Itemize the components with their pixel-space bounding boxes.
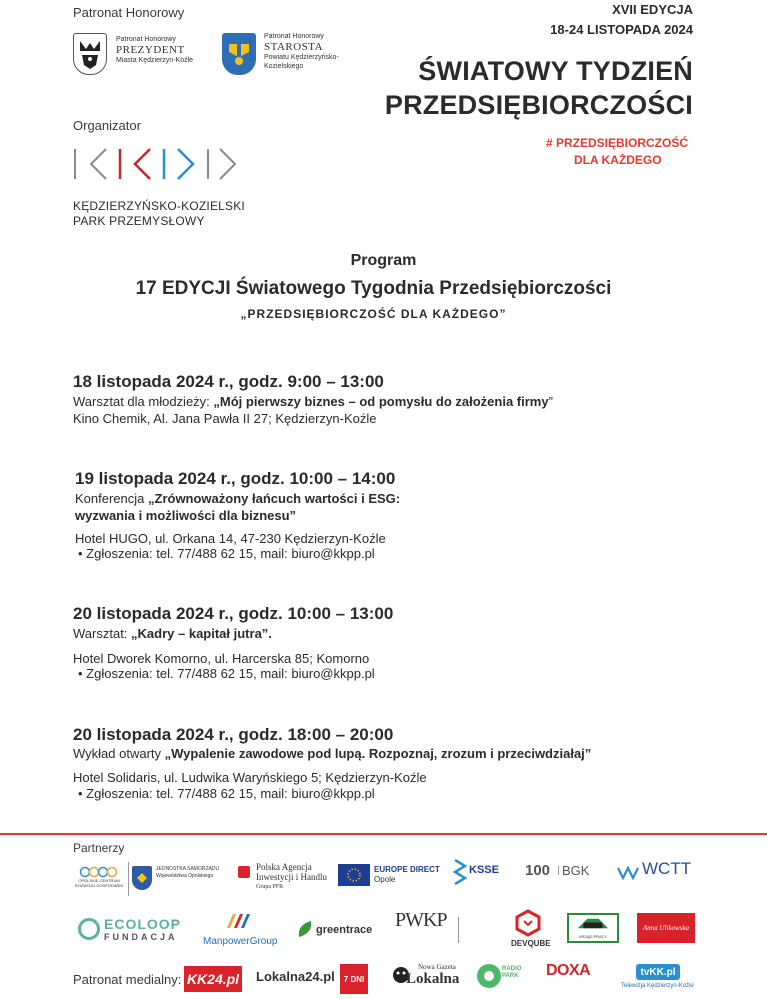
event-1-date: 18 listopada 2024 r., godz. 9:00 – 13:00	[73, 372, 384, 391]
manpower-text: ManpowerGroup	[203, 936, 278, 947]
event-2-type: Konferencja	[75, 491, 148, 506]
europe-direct-text	[374, 865, 440, 885]
event-1-place: Kino Chemik, Al. Jana Pawła II 27; Kędzierzyn-Koźle	[73, 411, 377, 426]
event-2-place: Hotel HUGO, ul. Orkana 14, 47-230 Kędzierzyn-Koźle	[75, 531, 386, 546]
opolskie-centrum-text: OPOLSKIE CENTRUM ROZWOJU GOSPODARKI	[74, 878, 124, 888]
kkpp-logo-icon	[70, 145, 240, 190]
organizer-name	[73, 199, 245, 229]
eu-flag-icon	[338, 864, 370, 886]
program-label: Program	[350, 252, 417, 269]
event-3-type: Warsztat:	[73, 626, 132, 641]
page-title-line1: ŚWIATOWY TYDZIEŃ	[418, 56, 693, 86]
program-subtitle: „PRZEDSIĘBIORCZOŚĆ DLA KAŻDEGO”	[240, 307, 507, 321]
patron-president-title: PREZYDENT	[116, 44, 185, 56]
hashtag-line1: # PRZEDSIĘBIORCZOŚĆ	[546, 136, 689, 150]
ksse-icon	[453, 858, 467, 888]
lokalna24-logo: Lokalna24.pl	[256, 969, 335, 984]
kedzierzyn-crest-icon	[73, 33, 107, 75]
bgk-text: BGK	[558, 866, 589, 875]
7dni-logo: 7 DNI	[340, 964, 368, 994]
pwkp-divider	[458, 917, 488, 943]
event-1-description	[73, 393, 553, 410]
patron-starosta-title: STAROSTA	[264, 41, 324, 53]
event-2-name-line2: wyzwania i możliwości dla biznesu”	[75, 508, 297, 523]
patronat-label: Patronat Honorowy	[73, 5, 185, 20]
powiat-crest-icon	[222, 33, 256, 75]
nowa-gazeta-text	[406, 963, 459, 987]
media-label: Patronat medialny:	[73, 972, 182, 987]
jst-line2: Województwa Opolskiego	[156, 873, 214, 879]
event-2-description	[75, 490, 400, 507]
radio-park-icon	[476, 963, 502, 989]
event-1-name: „Mój pierwszy biznes – od pomysłu do założenia firmy	[213, 394, 549, 409]
organizer-name-line2: PARK PRZEMYSŁOWY	[73, 214, 205, 228]
ecoloop-icon	[78, 918, 100, 940]
radio-park-text	[502, 966, 521, 980]
event-2-date: 19 listopada 2024 r., godz. 10:00 – 14:00	[75, 469, 396, 488]
paih-text	[256, 862, 327, 892]
event-3-date: 20 listopada 2024 r., godz. 10:00 – 13:00	[73, 604, 394, 623]
opolskie-crest-icon	[132, 866, 152, 890]
event-4-date: 20 listopada 2024 r., godz. 18:00 – 20:00	[73, 725, 394, 744]
event-3-place: Hotel Dworek Komorno, ul. Harcerska 85; Komorno	[73, 651, 370, 666]
europe-direct-line2: Opole	[374, 875, 396, 884]
kk24-logo: KK24.pl	[184, 966, 242, 992]
hashtag-line2: DLA KAŻDEGO	[574, 153, 662, 167]
ulikowska-logo: Anna Ulikowska	[637, 913, 695, 943]
pwkp-text: PWKP	[395, 909, 447, 931]
wctt-text: WCTT	[642, 859, 692, 878]
ecoloop-line1: ECOLOOP	[104, 916, 182, 932]
event-2-contact: • Zgłoszenia: tel. 77/488 62 15, mail: biuro@kkpp.pl	[78, 546, 375, 561]
tvkk-logo: tvKK.pl	[636, 964, 680, 980]
urzad-pracy-logo	[567, 913, 619, 943]
paih-line2: Inwestycji i Handlu	[256, 872, 327, 882]
event-1-name-end: ”	[548, 394, 553, 409]
ecoloop-line2: FUNDACJA	[104, 932, 178, 942]
decorative-ring	[570, 358, 767, 790]
patron-starosta-line3: Powiatu Kędzierzyńsko-	[264, 54, 339, 61]
greentrace-text: greentrace	[316, 924, 373, 936]
greentrace-icon	[296, 919, 314, 939]
event-3-contact: • Zgłoszenia: tel. 77/488 62 15, mail: biuro@kkpp.pl	[78, 666, 375, 681]
paih-line3: Grupa PFR	[256, 884, 284, 890]
patron-president-text	[116, 35, 193, 65]
patron-starosta-line4: Kozielskiego	[264, 63, 304, 70]
doxa-logo: DOXA	[546, 962, 591, 979]
event-1-type: Warsztat dla młodzieży:	[73, 394, 214, 409]
paih-line1: Polska Agencja	[256, 862, 312, 872]
edition-label: XVII EDYCJA	[612, 2, 693, 17]
event-3-name: „Kadry – kapitał jutra”.	[131, 626, 272, 641]
opolskie-centrum-logo	[73, 864, 125, 890]
page-title-line2: PRZEDSIĘBIORCZOŚCI	[384, 90, 693, 120]
urzad-pracy-text: URZĄD PRACY	[578, 934, 608, 939]
partner-divider	[128, 862, 129, 896]
europe-direct-line1: EUROPE DIRECT	[374, 865, 440, 874]
page-title	[385, 54, 693, 122]
patron-starosta-line1: Patronat Honorowy	[264, 33, 324, 40]
paih-icon	[238, 866, 250, 878]
wctt-icon	[617, 866, 641, 880]
nowa-gazeta-line1: Nowa Gazeta	[418, 963, 456, 971]
manpower-icon	[225, 910, 251, 932]
event-2-name: „Zrównoważony łańcuch wartości i ESG:	[148, 491, 401, 506]
jst-line1: JEDNOSTKA SAMORZĄDU	[156, 866, 220, 872]
devqube-text: DEVQUBE	[511, 939, 551, 948]
ksse-text: KSSE	[469, 864, 499, 876]
event-4-name: „Wypalenie zawodowe pod lupą. Rozpoznaj, zrozum i przeciwdziałaj”	[164, 746, 592, 761]
patron-starosta-text	[264, 32, 339, 71]
radio-park-line1: RADIO	[502, 966, 522, 972]
radio-park-line2: PARK	[502, 973, 519, 979]
event-4-contact: • Zgłoszenia: tel. 77/488 62 15, mail: biuro@kkpp.pl	[78, 786, 375, 801]
event-4-type: Wykład otwarty	[73, 746, 165, 761]
partners-label: Partnerzy	[73, 841, 125, 855]
ecoloop-text	[104, 918, 181, 944]
patron-president-line1: Patronat Honorowy	[116, 36, 176, 43]
tvkk-caption: Telewizja Kędzierzyn-Koźle	[621, 983, 694, 989]
nowa-gazeta-line2: Lokalna	[406, 971, 460, 987]
event-4-description	[73, 745, 591, 762]
hashtag	[546, 135, 688, 169]
jst-opolskie-text	[156, 866, 219, 880]
organizer-label: Organizator	[73, 118, 141, 133]
patron-president-line3: Miasta Kędzierzyn-Koźle	[116, 57, 194, 64]
partners-divider	[0, 833, 767, 835]
devqube-icon	[515, 909, 541, 937]
event-dates: 18-24 LISTOPADA 2024	[550, 22, 693, 37]
program-title: 17 EDYCJI Światowego Tygodnia Przedsiębiorczości	[135, 278, 612, 299]
bgk-number: 100	[525, 862, 551, 879]
organizer-name-line1: KĘDZIERZYŃSKO-KOZIELSKI	[73, 199, 245, 213]
event-3-description	[73, 625, 272, 642]
event-4-place: Hotel Solidaris, ul. Ludwika Waryńskiego 5; Kędzierzyn-Koźle	[73, 770, 427, 785]
